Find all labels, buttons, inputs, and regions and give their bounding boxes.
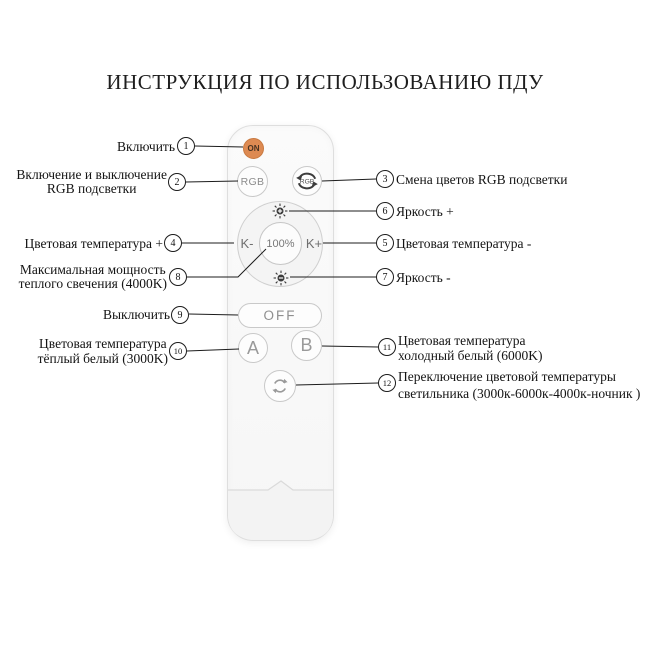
label-line: Цветовая температура <box>39 336 167 351</box>
callout-number-4: 4 <box>164 234 182 252</box>
k-minus-button[interactable]: K- <box>240 236 254 251</box>
label-power-on: Включить <box>117 139 175 154</box>
label-line: теплого свечения (4000K) <box>18 276 167 291</box>
page-title: ИНСТРУКЦИЯ ПО ИСПОЛЬЗОВАНИЮ ПДУ <box>106 70 544 94</box>
label-color-temp-minus: Цветовая температура - <box>396 236 532 251</box>
callout-number-11: 11 <box>378 338 396 356</box>
dial-center-100-percent[interactable]: 100% <box>259 222 302 265</box>
label-line: Включение и выключение <box>16 167 167 182</box>
label-line: светильника (3000к-6000к-4000к-ночник ) <box>398 385 641 401</box>
callout-number-10: 10 <box>169 342 187 360</box>
callout-number-9: 9 <box>171 306 189 324</box>
label-max-warm-power <box>19 263 167 291</box>
label-line: Максимальная мощность <box>19 262 166 277</box>
callout-number-2: 2 <box>168 173 186 191</box>
label-temp-cycle <box>398 369 640 402</box>
callout-number-3: 3 <box>376 170 394 188</box>
callout-number-1: 1 <box>177 137 195 155</box>
label-brightness-minus: Яркость - <box>396 270 451 285</box>
off-button[interactable]: OFF <box>238 303 322 328</box>
label-color-temp-plus: Цветовая температура + <box>24 236 163 251</box>
label-line: RGB подсветки <box>46 181 137 196</box>
preset-b-button[interactable]: B <box>291 330 322 361</box>
label-brightness-plus: Яркость + <box>396 204 454 219</box>
label-power-off: Выключить <box>102 307 170 322</box>
label-line: Цветовая температура <box>398 333 526 348</box>
callout-number-5: 5 <box>376 234 394 252</box>
rgb-toggle-button[interactable]: RGB <box>237 166 268 197</box>
callout-number-8: 8 <box>169 268 187 286</box>
label-line: тёплый белый (3000K) <box>37 351 168 366</box>
label-cold-white <box>398 333 543 363</box>
callout-number-7: 7 <box>376 268 394 286</box>
label-line: холодный белый (6000K) <box>398 348 543 363</box>
callout-number-6: 6 <box>376 202 394 220</box>
svg-text:RGB: RGB <box>299 178 315 186</box>
power-on-button[interactable]: ON <box>243 138 264 159</box>
label-rgb-color-change: Смена цветов RGB подсветки <box>396 172 568 187</box>
label-line: Переключение цветовой температуры <box>398 369 616 384</box>
label-rgb-toggle <box>16 168 167 196</box>
callout-number-12: 12 <box>378 374 396 392</box>
label-warm-white <box>38 336 168 366</box>
k-plus-button[interactable]: K+ <box>305 236 323 251</box>
preset-a-button[interactable]: A <box>238 333 268 363</box>
